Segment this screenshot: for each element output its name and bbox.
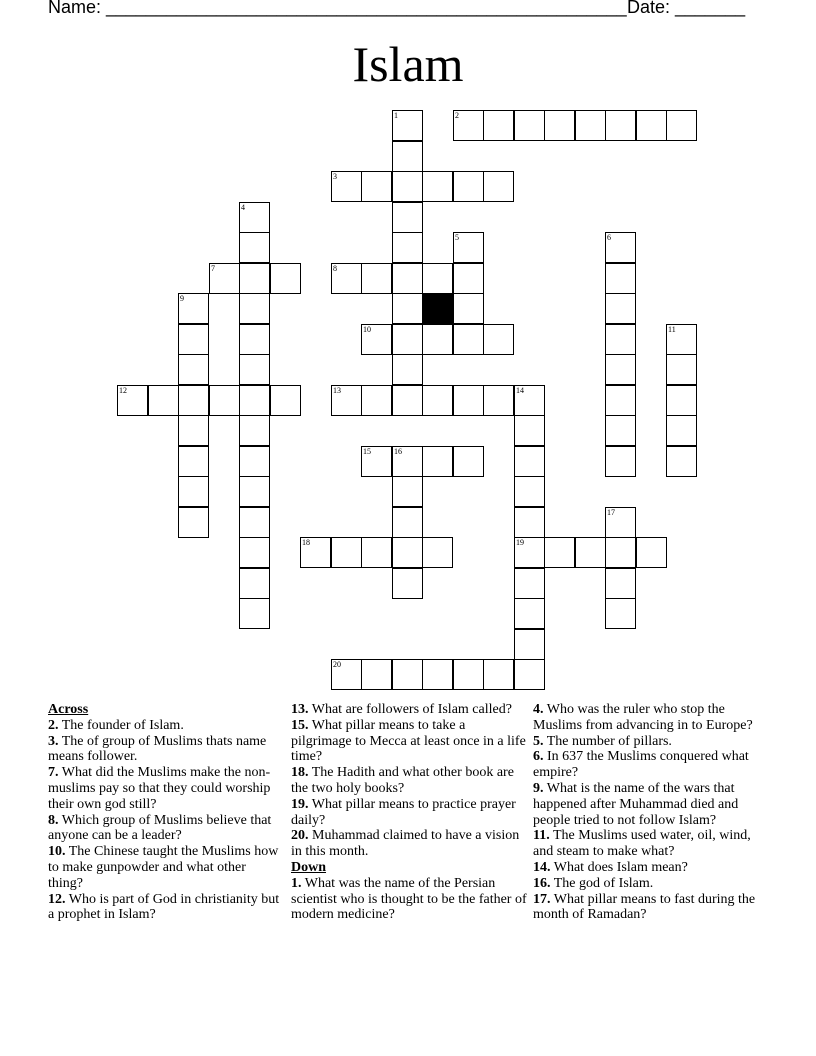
grid-cell[interactable] — [392, 385, 423, 416]
clue-number-label: 20 — [333, 660, 341, 669]
grid-cell[interactable] — [514, 568, 545, 599]
grid-cell[interactable] — [453, 446, 484, 477]
clue-number: 19. — [291, 796, 309, 812]
grid-cell[interactable] — [361, 659, 392, 690]
grid-cell[interactable] — [392, 354, 423, 385]
clue-number-label: 19 — [516, 538, 524, 547]
grid-cell[interactable] — [239, 568, 270, 599]
grid-cell[interactable] — [483, 385, 514, 416]
grid-cell[interactable] — [605, 263, 636, 294]
clue-item — [291, 765, 527, 797]
grid-block — [422, 293, 453, 324]
clue-text: Who is part of God in christianity but a prophet in Islam? — [48, 891, 280, 923]
clue-text: The Hadith and what other book are the two holy books? — [291, 765, 514, 796]
grid-cell[interactable] — [392, 263, 423, 294]
grid-cell[interactable] — [605, 354, 636, 385]
clue-number: 2. — [48, 717, 59, 733]
grid-cell[interactable] — [392, 141, 423, 172]
grid-cell[interactable] — [239, 293, 270, 324]
clue-column-2 — [291, 702, 527, 923]
grid-cell[interactable] — [239, 415, 270, 446]
down-heading: Down — [291, 859, 327, 875]
grid-cell[interactable] — [392, 293, 423, 324]
clue-number-label: 4 — [241, 203, 245, 212]
clue-number-label: 1 — [394, 111, 398, 120]
grid-cell[interactable] — [178, 507, 209, 538]
clue-number: 16. — [533, 875, 551, 891]
grid-cell[interactable] — [300, 537, 331, 568]
grid-cell[interactable] — [605, 568, 636, 599]
clue-number: 4. — [533, 702, 544, 717]
grid-cell[interactable] — [239, 263, 270, 294]
grid-cell[interactable] — [514, 110, 545, 141]
grid-cell[interactable] — [239, 232, 270, 263]
clue-number: 12. — [48, 891, 66, 907]
grid-cell[interactable] — [331, 385, 362, 416]
grid-cell[interactable] — [361, 263, 392, 294]
clue-number: 15. — [291, 717, 309, 733]
grid-cell[interactable] — [605, 598, 636, 629]
clue-number-label: 15 — [363, 447, 371, 456]
grid-cell[interactable] — [392, 568, 423, 599]
clue-text: The founder of Islam. — [61, 717, 184, 733]
grid-cell[interactable] — [178, 324, 209, 355]
clue-text: The number of pillars. — [546, 733, 672, 749]
grid-cell[interactable] — [270, 263, 301, 294]
page-title: Islam — [352, 36, 464, 92]
grid-cell[interactable] — [514, 598, 545, 629]
clue-item — [48, 813, 284, 845]
clue-item — [291, 718, 527, 765]
grid-cell[interactable] — [453, 324, 484, 355]
name-field-label: Name: ____________________________________________________ — [48, 0, 627, 17]
clue-text: What does Islam mean? — [553, 859, 688, 875]
clue-text: The Chinese taught the Muslims how to make gunpowder and what other thing? — [48, 844, 279, 891]
clue-number: 7. — [48, 765, 59, 781]
grid-cell[interactable] — [514, 507, 545, 538]
grid-cell[interactable] — [422, 659, 453, 690]
clue-number-label: 16 — [394, 447, 402, 456]
grid-cell[interactable] — [392, 476, 423, 507]
grid-cell[interactable] — [331, 537, 362, 568]
grid-cell[interactable] — [392, 202, 423, 233]
grid-cell[interactable] — [453, 659, 484, 690]
clue-number-label: 8 — [333, 264, 337, 273]
grid-cell[interactable] — [209, 385, 240, 416]
grid-cell[interactable] — [392, 110, 423, 141]
grid-cell[interactable] — [483, 324, 514, 355]
clue-number: 18. — [291, 765, 309, 781]
clue-text: Which group of Muslims believe that anyone can be a leader? — [48, 812, 272, 844]
grid-cell[interactable] — [239, 202, 270, 233]
grid-cell[interactable] — [392, 537, 423, 568]
grid-cell[interactable] — [666, 110, 697, 141]
clue-text: What is the name of the wars that happened after Muhammad died and people tried to not follow Islam? — [533, 780, 739, 828]
grid-cell[interactable] — [605, 507, 636, 538]
grid-cell[interactable] — [544, 537, 575, 568]
grid-cell[interactable] — [331, 263, 362, 294]
grid-cell[interactable] — [422, 385, 453, 416]
grid-cell[interactable] — [178, 354, 209, 385]
grid-cell[interactable] — [331, 659, 362, 690]
clue-number-label: 13 — [333, 386, 341, 395]
grid-cell[interactable] — [605, 110, 636, 141]
clue-text: What was the name of the Persian scientist who is thought to be the father of modern medicine? — [291, 875, 527, 923]
grid-cell[interactable] — [422, 537, 453, 568]
grid-cell[interactable] — [422, 171, 453, 202]
clue-number-label: 3 — [333, 172, 337, 181]
grid-cell[interactable] — [361, 446, 392, 477]
grid-cell[interactable] — [666, 446, 697, 477]
clue-item — [48, 734, 284, 766]
clue-number: 20. — [291, 828, 309, 844]
clue-number-label: 7 — [211, 264, 215, 273]
clue-item — [533, 892, 773, 924]
grid-cell[interactable] — [239, 385, 270, 416]
grid-cell[interactable] — [605, 415, 636, 446]
grid-cell[interactable] — [483, 110, 514, 141]
clue-number-label: 2 — [455, 111, 459, 120]
grid-cell[interactable] — [117, 385, 148, 416]
grid-cell[interactable] — [514, 659, 545, 690]
grid-cell[interactable] — [392, 659, 423, 690]
clue-item — [291, 797, 527, 829]
clue-number-label: 10 — [363, 325, 371, 334]
clue-number: 13. — [291, 702, 309, 717]
grid-cell[interactable] — [636, 110, 667, 141]
clue-text: In 637 the Muslims conquered what empire? — [533, 749, 749, 781]
clue-number: 11. — [533, 828, 550, 844]
grid-cell[interactable] — [514, 537, 545, 568]
grid-cell[interactable] — [453, 232, 484, 263]
clue-item — [533, 734, 773, 750]
grid-cell[interactable] — [514, 629, 545, 660]
grid-cell[interactable] — [575, 537, 606, 568]
grid-cell[interactable] — [605, 446, 636, 477]
grid-cell[interactable] — [636, 537, 667, 568]
grid-cell[interactable] — [666, 415, 697, 446]
clue-item — [291, 876, 527, 923]
grid-cell[interactable] — [453, 171, 484, 202]
clue-number: 10. — [48, 844, 66, 860]
clue-number-label: 9 — [180, 294, 184, 303]
grid-cell[interactable] — [178, 446, 209, 477]
grid-cell[interactable] — [148, 385, 179, 416]
clue-number: 1. — [291, 875, 302, 891]
clue-item — [533, 781, 773, 828]
grid-cell[interactable] — [361, 537, 392, 568]
grid-cell[interactable] — [239, 598, 270, 629]
clue-number: 9. — [533, 780, 544, 796]
grid-cell[interactable] — [422, 263, 453, 294]
grid-cell[interactable] — [392, 232, 423, 263]
grid-cell[interactable] — [178, 476, 209, 507]
clue-text: What are followers of Islam called? — [311, 702, 512, 717]
grid-cell[interactable] — [331, 171, 362, 202]
clue-item — [48, 765, 284, 812]
grid-cell[interactable] — [514, 476, 545, 507]
grid-cell[interactable] — [605, 232, 636, 263]
clue-number: 14. — [533, 859, 551, 875]
grid-cell[interactable] — [605, 293, 636, 324]
grid-cell[interactable] — [666, 385, 697, 416]
grid-cell[interactable] — [605, 537, 636, 568]
clue-text: The of group of Muslims thats name means follower. — [48, 733, 267, 765]
clue-number-label: 18 — [302, 538, 310, 547]
clue-text: What pillar means to practice prayer daily? — [291, 796, 516, 828]
clue-item — [291, 828, 527, 860]
clue-text: The Muslims used water, oil, wind, and steam to make what? — [533, 828, 751, 860]
grid-cell[interactable] — [514, 446, 545, 477]
grid-cell[interactable] — [239, 446, 270, 477]
grid-cell[interactable] — [392, 507, 423, 538]
grid-cell[interactable] — [575, 110, 606, 141]
clue-text: What pillar means to fast during the month of Ramadan? — [533, 891, 756, 923]
grid-cell[interactable] — [361, 324, 392, 355]
grid-cell[interactable] — [514, 385, 545, 416]
grid-cell[interactable] — [361, 385, 392, 416]
clue-column-1 — [48, 702, 284, 923]
grid-cell[interactable] — [544, 110, 575, 141]
clue-item — [291, 702, 527, 718]
clue-item — [533, 828, 773, 860]
grid-cell[interactable] — [209, 263, 240, 294]
clue-text: What did the Muslims make the non- muslims pay so that they could worship their own god still? — [48, 765, 271, 812]
grid-cell[interactable] — [239, 507, 270, 538]
grid-cell[interactable] — [239, 476, 270, 507]
grid-cell[interactable] — [178, 385, 209, 416]
clue-number: 8. — [48, 812, 59, 828]
grid-cell[interactable] — [453, 263, 484, 294]
grid-cell[interactable] — [392, 446, 423, 477]
clue-number-label: 11 — [668, 325, 676, 334]
clue-column-3 — [533, 702, 773, 923]
clue-text: The god of Islam. — [553, 875, 654, 891]
grid-cell[interactable] — [392, 324, 423, 355]
clue-number: 17. — [533, 891, 551, 907]
clue-number: 5. — [533, 733, 544, 749]
grid-cell[interactable] — [453, 110, 484, 141]
grid-cell[interactable] — [178, 293, 209, 324]
grid-cell[interactable] — [239, 354, 270, 385]
grid-cell[interactable] — [514, 415, 545, 446]
clue-item — [533, 702, 773, 734]
clue-number-label: 6 — [607, 233, 611, 242]
date-field-label: Date: _______ — [627, 0, 746, 17]
clue-item — [48, 844, 284, 891]
grid-cell[interactable] — [666, 354, 697, 385]
grid-cell[interactable] — [422, 324, 453, 355]
clue-number-label: 12 — [119, 386, 127, 395]
grid-cell[interactable] — [270, 385, 301, 416]
clue-item — [48, 892, 284, 924]
grid-cell[interactable] — [483, 171, 514, 202]
clue-item — [533, 860, 773, 876]
clue-number-label: 5 — [455, 233, 459, 242]
clue-number-label: 14 — [516, 386, 524, 395]
across-heading: Across — [48, 702, 89, 717]
grid-cell[interactable] — [392, 171, 423, 202]
grid-cell[interactable] — [361, 171, 392, 202]
clue-text: Who was the ruler who stop the Muslims from advancing in to Europe? — [533, 702, 753, 733]
grid-cell[interactable] — [605, 324, 636, 355]
clue-item — [48, 718, 284, 734]
grid-cell[interactable] — [605, 385, 636, 416]
grid-cell[interactable] — [453, 293, 484, 324]
clue-text: Muhammad claimed to have a vision in this month. — [291, 828, 520, 860]
clue-item — [533, 749, 773, 781]
clue-text: What pillar means to take a pilgrimage to Mecca at least once in a life time? — [291, 717, 526, 765]
grid-cell[interactable] — [483, 659, 514, 690]
grid-cell[interactable] — [239, 537, 270, 568]
grid-cell[interactable] — [422, 446, 453, 477]
grid-cell[interactable] — [453, 385, 484, 416]
clue-number-label: 17 — [607, 508, 615, 517]
clue-item — [533, 876, 773, 892]
grid-cell[interactable] — [666, 324, 697, 355]
clue-number: 6. — [533, 749, 544, 765]
clue-number: 3. — [48, 733, 59, 749]
grid-cell[interactable] — [239, 324, 270, 355]
grid-cell[interactable] — [178, 415, 209, 446]
